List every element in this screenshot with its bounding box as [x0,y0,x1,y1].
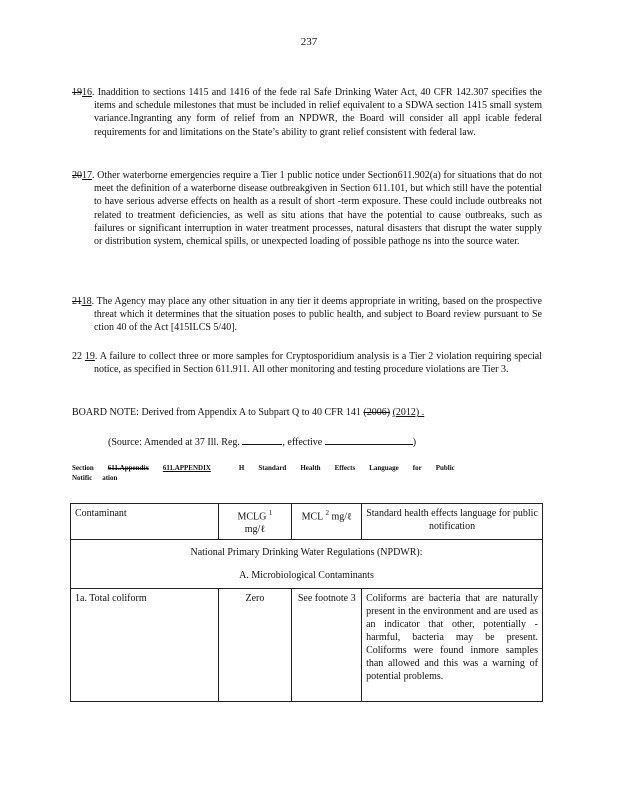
board-note-new-year: (2012) . [392,407,425,418]
mcl-label: MCL [301,511,323,523]
cell-contaminant: 1a. Total coliform [71,589,219,702]
paragraph-18 [72,295,542,335]
new-item-number: 16 [82,87,92,98]
new-item-number: 18 [81,296,92,307]
paragraph-text: . Inaddition to sections 1415 and 1416 of the fede ral Safe Drinking Water Act, 40 CFR 142.307 specifies the items and schedule milestones that must be included in relief equivalent to a SDWA section 1415 small system variance.Ingranting any form of relief from an NPDWR, the Board will consider all appl icable federal requirements for and limitations on the State’s ability to grant relief consistent with federal law. [92,87,542,138]
heading-word: Standard [258,464,287,472]
npdwr-title: National Primary Drinking Water Regulations (NPDWR): [190,547,423,559]
mclg-unit: mg/ℓ [244,524,266,536]
source-suffix: ) [412,437,417,448]
new-item-number: 19 [84,351,95,362]
new-item-number: 17 [82,170,92,181]
header-contaminant: Contaminant [71,504,219,540]
paragraph-text: . A failure to collect three or more samples for Cryptosporidium analysis is a Tier 2 violation requiring special notice, as specified in Section 611.911. All other monitoring and testing procedure violations are Tier 3. [94,351,543,376]
table-header-row [71,504,543,540]
heading-word: Language [369,464,399,472]
mclg-footnote-ref: 1 [268,509,273,517]
effective-date-blank [325,434,413,445]
paragraph-text: . Other waterborne emergencies require a Tier 1 public notice under Section611.902(a) for situations that do not meet the definition of a waterborne disease outbreakgiven in Section 611.101, but which still have the potential to have serious adverse effects on health as a result of short -term exposure. These could include outbreaks not related to treatment deficiencies, as well as situ ations that have the potential to cause outbreaks, such as failures or significant interruption in water treatment processes, natural disasters that disrupt the water supply or distribution system, chemical spills, or unexpected loading of possible pathoge ns into the source water. [92,170,542,248]
old-item-number: 20 [72,170,82,181]
paragraph-19 [72,350,542,376]
table-section-row [71,540,543,589]
heading-wrap-word: ation [102,474,118,482]
appendix-letter: H [238,464,245,472]
page-number: 237 [300,36,318,48]
source-note [108,434,416,448]
source-prefix: (Source: Amended at 37 Ill. Reg. [108,437,240,448]
mclg-label: MCLG [237,511,267,523]
board-note-text: BOARD NOTE: Derived from Appendix A to Subpart Q to 40 CFR 141 [72,407,361,418]
section-label: Section [72,464,94,472]
cell-mclg: Zero [218,589,292,702]
section-new-number: 611.APPENDIX [162,464,211,472]
board-note [72,406,542,419]
table-row [71,589,543,702]
mcl-footnote-ref: 2 [325,509,329,517]
section-title-cell [71,540,543,589]
heading-word: Health [300,464,321,472]
header-mclg [218,504,292,540]
cell-mcl: See footnote 3 [292,589,362,702]
header-effects: Standard health effects language for public notification [362,504,543,540]
board-note-struck-year: (2006) [363,407,391,418]
mcl-unit: mg/ℓ [331,511,352,523]
heading-word: Effects [334,464,356,472]
section-heading [72,463,542,483]
heading-word: Public [435,464,455,472]
microbiological-title: A. Microbiological Contaminants [239,570,374,582]
paragraph-text: . The Agency may place any other situation in any tier it deems appropriate in writing, based on the prospective threat which it determines that the situation poses to public health, and subject to Board review pursuant to Se ction 40 of the Act [415ILCS 5/40]. [91,296,542,334]
heading-word: for [412,464,422,472]
header-mcl [292,504,362,540]
old-item-number: 19 [72,87,82,98]
contaminant-table [70,503,543,702]
old-item-number: 21 [72,296,82,307]
old-item-number: 22 [72,351,82,362]
cell-effects: Coliforms are bacteria that are naturally present in the environment and are used as an indicator that other, potentially - harmful, bacteria may be present. Coliforms were found inmore samples than allowed and this was a warning of potential problems. [362,589,543,702]
paragraph-17 [72,169,542,248]
paragraph-16 [72,86,542,139]
register-blank [242,434,282,445]
heading-wrap-word: Notific [72,474,93,482]
section-old-number: 611.Appendix [107,464,149,472]
source-middle: , effective [282,437,323,448]
